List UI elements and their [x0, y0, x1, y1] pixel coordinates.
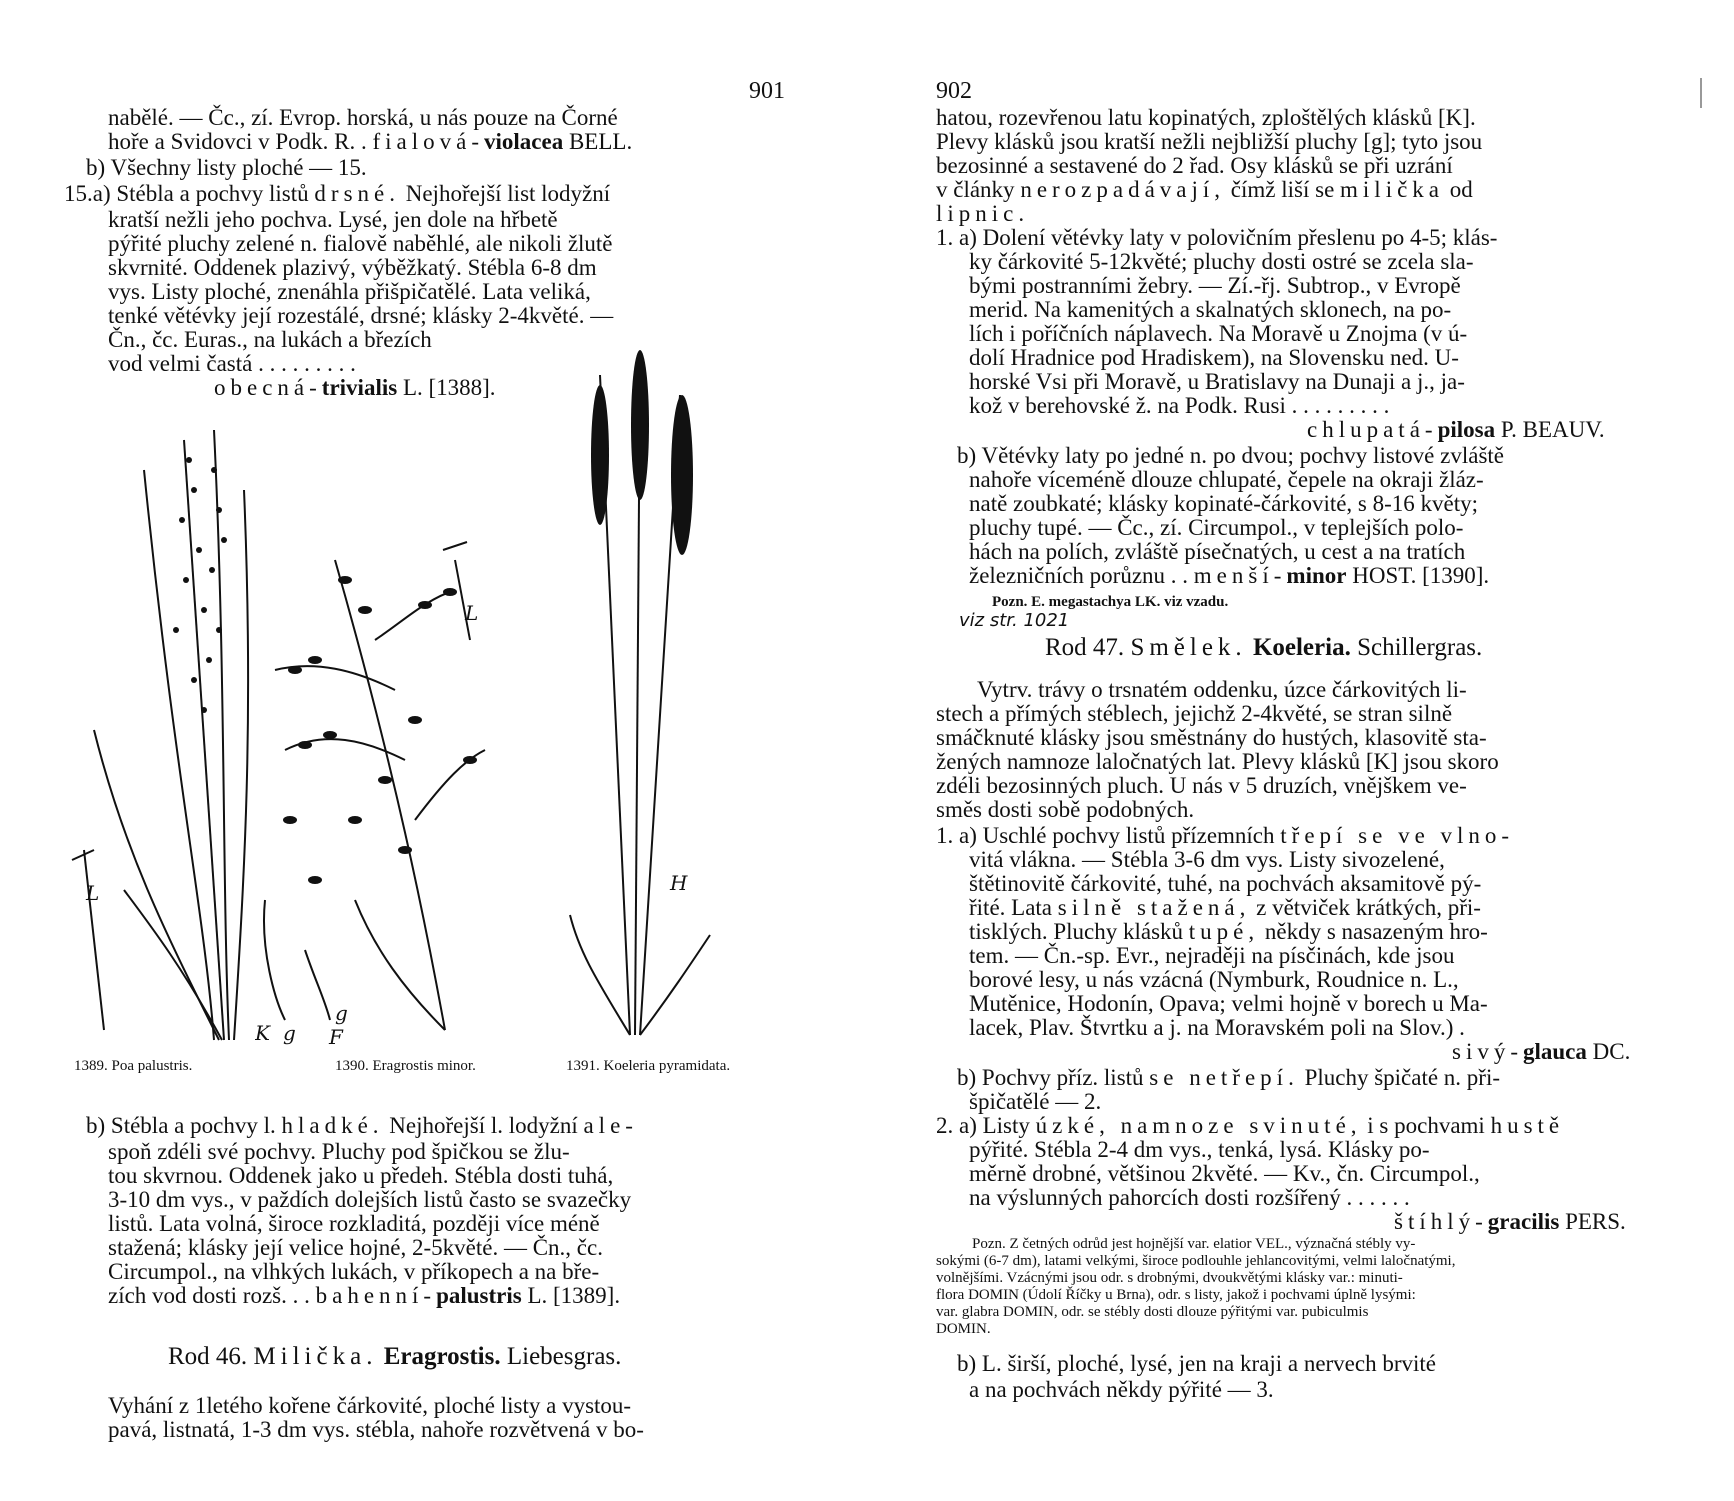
- fig-letter: H: [670, 871, 688, 895]
- text-line: štíhlý-gracilis PERS.: [1394, 1209, 1626, 1234]
- figure-caption: 1391. Koeleria pyramidata.: [566, 1058, 731, 1074]
- genus-heading: Rod 46. Milička. Eragrostis. Liebesgras.: [168, 1343, 622, 1370]
- text-line: listů. Lata volná, široce rozkladitá, později více méně: [108, 1211, 600, 1236]
- text-line: tou skvrnou. Oddenek jako u předeh. Stébla dosti tuhá,: [108, 1163, 614, 1188]
- text-line: lích i poříčních náplavech. Na Moravě u Znojma (v ú-: [969, 321, 1468, 346]
- text-line: merid. Na kamenitých a skalnatých sklonech, na po-: [969, 297, 1452, 322]
- fig-letter: F: [329, 1025, 343, 1049]
- text-line: stech a přímých stéblech, jejichž 2-4květé, se stran silně: [936, 701, 1453, 726]
- text-line: směs dosti sobě podobných.: [936, 797, 1195, 822]
- text-line: Čn., čc. Euras., na lukách a březích: [108, 327, 432, 352]
- page-number: 901: [749, 78, 785, 104]
- page-edge-mark: [1700, 78, 1702, 108]
- fig-letter: L: [465, 601, 479, 625]
- text-line: štětinovitě čárkovité, tuhé, na pochvách aksamitově pý-: [969, 871, 1482, 896]
- text-line: nahoře víceméně dlouze chlupaté, čepele na okraji žláz-: [969, 467, 1484, 492]
- text-line: b) Větévky laty po jedné n. po dvou; pochvy listové zvláště: [957, 443, 1504, 468]
- text-line: nabělé. — Čc., zí. Evrop. horská, u nás pouze na Čorné: [108, 105, 618, 130]
- right-page: [867, 0, 1734, 1501]
- text-line: smáčknuté klásky jsou směstnány do hustých, klasovitě sta-: [936, 725, 1487, 750]
- text-line: vitá vlákna. — Stébla 3-6 dm vys. Listy sivozelené,: [969, 847, 1445, 872]
- note-line: flora DOMIN (Údolí Říčky u Brna), odr. s listy, jakož i pochvami úplně lysými:: [936, 1287, 1416, 1303]
- text-line: 1. a) Dolení větévky laty v polovičním přeslenu po 4-5; klás-: [936, 225, 1498, 250]
- text-line: sivý-glauca DC.: [1452, 1039, 1631, 1064]
- text-line: Mutěnice, Hodonín, Opava; velmi hojně v borech u Ma-: [969, 991, 1488, 1016]
- text-line: v články nerozpadávají, čímž liší se milička od: [936, 177, 1473, 202]
- text-line: vod velmi častá . . . . . . . . .: [108, 351, 356, 376]
- text-line: tenké větévky její rozestálé, drsné; klásky 2-4květé. —: [108, 303, 614, 328]
- figure-caption: 1390. Eragrostis minor.: [335, 1058, 476, 1074]
- text-line: Vytrv. trávy o trsnatém oddenku, úzce čárkovitých li-: [977, 677, 1467, 702]
- text-line: b) Pochvy příz. listů se netřepí. Pluchy špičaté n. při-: [957, 1065, 1501, 1090]
- text-line: pavá, listnatá, 1-3 dm vys. stébla, nahoře rozvětvená v bo-: [108, 1417, 644, 1442]
- fig-letter: K: [255, 1021, 270, 1045]
- text-line: hoře a Svidovci v Podk. R. . fialová-violacea BELL.: [108, 129, 633, 154]
- grass-drawing: [255, 520, 505, 1050]
- page-number: 902: [936, 78, 972, 104]
- text-line: lacek, Plav. Štvrtku a j. na Moravském poli na Slov.) .: [969, 1015, 1465, 1040]
- fig-letter: g: [283, 1021, 296, 1045]
- text-line: Vyhání z 1letého kořene čárkovité, ploché listy a vystou-: [108, 1393, 632, 1418]
- text-line: b) Všechny listy ploché — 15.: [86, 155, 367, 180]
- text-line: stažená; klásky její velice hojné, 2-5květé. — Čn., čc.: [108, 1235, 603, 1260]
- text-line: borové lesy, u nás vzácná (Nymburk, Roudnice n. L.,: [969, 967, 1459, 992]
- text-line: horské Vsi při Moravě, u Bratislavy na Dunaji a j., ja-: [969, 369, 1465, 394]
- text-line: pluchy tupé. — Čc., zí. Circumpol., v teplejších polo-: [969, 515, 1464, 540]
- text-line: b) L. širší, ploché, lysé, jen na kraji a nervech brvité: [957, 1351, 1437, 1376]
- text-line: b) Stébla a pochvy l. hladké. Nejhořejší l. lodyžní ale-: [86, 1113, 638, 1138]
- text-line: pýřité pluchy zelené n. fialově naběhlé, ale nikoli žlutě: [108, 231, 613, 256]
- text-line: Circumpol., na vlhkých lukách, v příkopech a na bře-: [108, 1259, 600, 1284]
- note-line: var. glabra DOMIN, odr. se stébly dosti dlouze pýřitými var. pubiculmis: [936, 1304, 1369, 1320]
- text-line: bezosinné a sestavené do 2 řad. Osy klásků se při uzrání: [936, 153, 1453, 178]
- eragrostis-minor-illustration: [255, 520, 505, 1050]
- handwritten-note: viz str. 1021: [959, 610, 1070, 631]
- note-line: sokými (6-7 dm), latami velkými, široce podlouhle jehlancovitými, velmi laločnatými,: [936, 1253, 1456, 1269]
- text-line: pýřité. Stébla 2-4 dm vys., tenká, lysá. Klásky po-: [969, 1137, 1430, 1162]
- text-line: vys. Listy ploché, znenáhla přišpičatělé. Lata veliká,: [108, 279, 591, 304]
- fig-letter: g: [335, 1001, 348, 1025]
- text-line: 2. a) Listy úzké, namnoze svinuté, i s pochvami hustě: [936, 1113, 1565, 1138]
- text-line: zdéli bezosinných pluch. U nás v 5 druzích, vnějškem ve-: [936, 773, 1467, 798]
- text-line: kož v berehovské ž. na Podk. Rusi . . . . . . . . .: [969, 393, 1390, 418]
- genus-heading: Rod 47. Smělek. Koeleria. Schillergras.: [1045, 634, 1483, 661]
- note-line: DOMIN.: [936, 1321, 991, 1337]
- text-line: řité. Lata silně stažená, z větviček krátkých, při-: [969, 895, 1481, 920]
- text-line: tem. — Čn.-sp. Evr., nejraději na písčinách, kde jsou: [969, 943, 1455, 968]
- grass-drawing: [64, 430, 264, 1050]
- poa-palustris-illustration: [64, 430, 264, 1050]
- text-line: zích vod dosti rozš. . . bahenní-palustris L. [1389].: [108, 1283, 621, 1308]
- koeleria-pyramidata-illustration: [560, 335, 760, 1045]
- text-line: kratší nežli jeho pochva. Lysé, jen dole na hřbetě: [108, 207, 558, 232]
- fig-letter: L: [86, 881, 100, 905]
- text-line: skvrnité. Oddenek plazivý, výběžkatý. Stébla 6-8 dm: [108, 255, 597, 280]
- text-line: ky čárkovité 5-12květé; pluchy dosti ostré se zcela sla-: [969, 249, 1474, 274]
- text-line: 3-10 dm vys., v paždích dolejších listů často se svazečky: [108, 1187, 632, 1212]
- text-line: natě zoubkaté; klásky kopinaté-čárkovité, s 8-16 květy;: [969, 491, 1479, 516]
- note-line: volnějšími. Vzácnými jsou odr. s drobnými, dvoukvětými klásky var.: minuti-: [936, 1270, 1403, 1286]
- text-line: žených namnoze laločnatých lat. Plevy klásků [K] jsou skoro: [936, 749, 1499, 774]
- note-line: Pozn. Z četných odrůd jest hojnější var. elatior VEL., význačná stébly vy-: [972, 1236, 1416, 1252]
- text-line: 1. a) Uschlé pochvy listů přízemních třepí se ve vlno-: [936, 823, 1515, 848]
- grass-drawing: [560, 335, 760, 1045]
- text-line: spoň zdéli své pochvy. Pluchy pod špičkou se žlu-: [108, 1139, 570, 1164]
- text-line: Plevy klásků jsou kratší nežli nejbližší pluchy [g]; tyto jsou: [936, 129, 1483, 154]
- text-line: měrně drobné, většinou 2květé. — Kv., čn. Circumpol.,: [969, 1161, 1480, 1186]
- text-line: na výslunných pahorcích dosti rozšířený . . . . . .: [969, 1185, 1410, 1210]
- text-line: 15.a) Stébla a pochvy listů drsné. Nejhořejší list lodyžní: [64, 181, 611, 206]
- text-line: špičatělé — 2.: [969, 1089, 1102, 1114]
- text-line: dolí Hradnice pod Hradiskem), na Slovensku ned. U-: [969, 345, 1459, 370]
- text-line: lipnic.: [936, 201, 1030, 226]
- text-line: tisklých. Pluchy klásků tupé, někdy s nasazeným hro-: [969, 919, 1488, 944]
- note-line: Pozn. E. megastachya LK. viz vzadu.: [992, 594, 1229, 610]
- text-line: obecná-trivialis L. [1388].: [214, 375, 496, 400]
- figure-caption: 1389. Poa palustris.: [74, 1058, 193, 1074]
- text-line: hách na polích, zvláště písečnatých, u cest a na tratích: [969, 539, 1466, 564]
- text-line: a na pochvách někdy pýřité — 3.: [969, 1377, 1274, 1402]
- text-line: bými postranními žebry. — Zí.-řj. Subtrop., v Evropě: [969, 273, 1461, 298]
- text-line: železničních porůznu . . menší-minor HOST. [1390].: [969, 563, 1490, 588]
- text-line: hatou, rozevřenou latu kopinatých, zploštělých klásků [K].: [936, 105, 1476, 130]
- text-line: chlupatá-pilosa P. BEAUV.: [1307, 417, 1605, 442]
